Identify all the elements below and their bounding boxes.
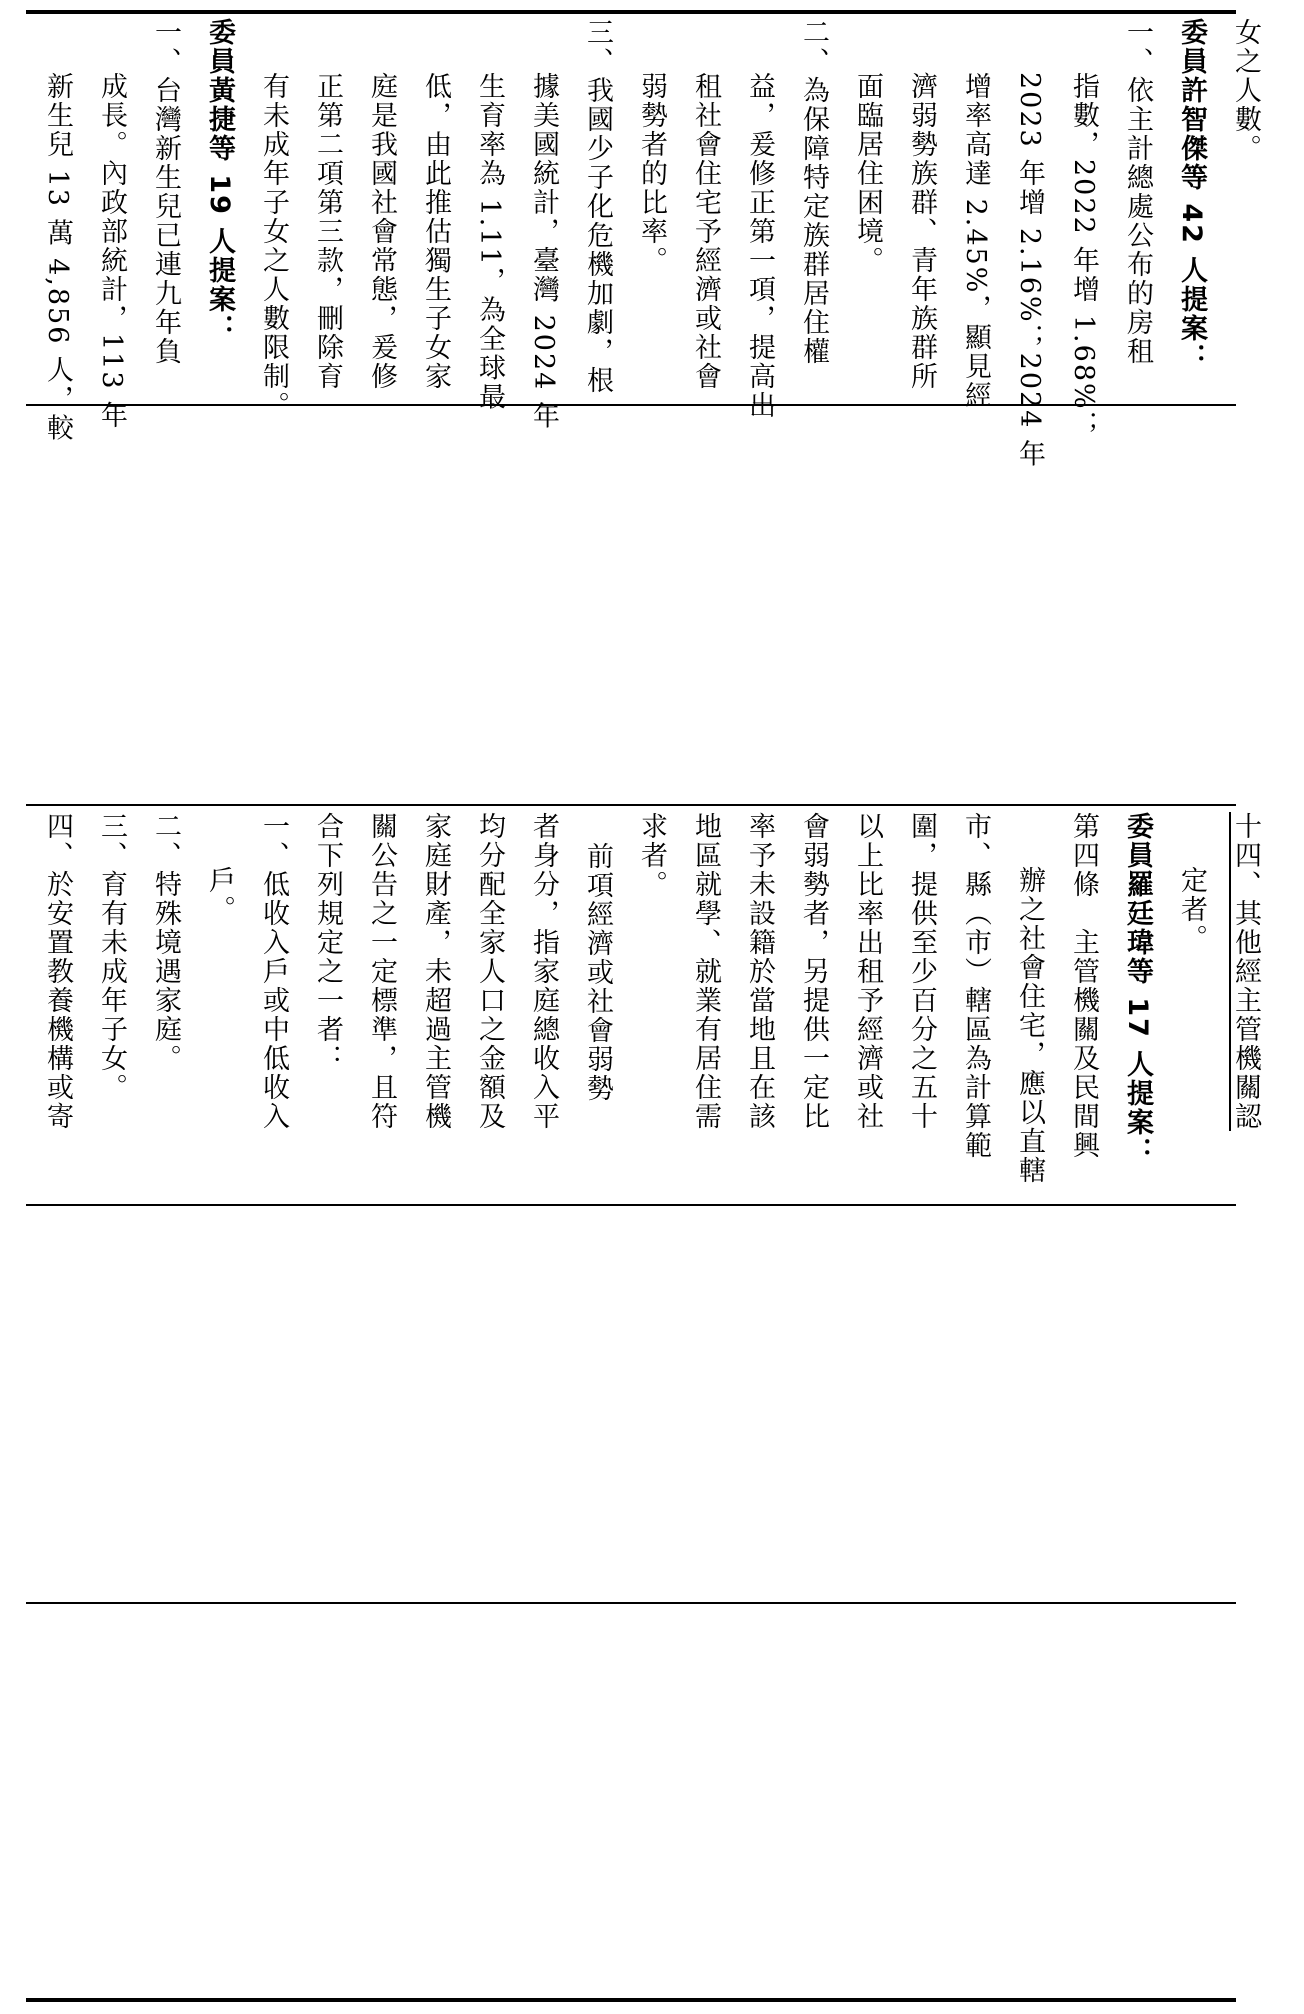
list-item-line: 三、育有未成年子女。 [96, 812, 127, 1102]
upper-text-block [30, 18, 1261, 469]
article-line: 第四條 主管機關及民間興 [1068, 812, 1099, 1160]
middle-text-block [30, 812, 1261, 1200]
upper-vertical-text [30, 18, 1276, 469]
text-line: 定者。 [1176, 866, 1207, 953]
text-line: 益，爰修正第一項，提高出 [744, 72, 775, 420]
text-line: 女之人數。 [1230, 18, 1261, 163]
text-line: 據美國統計，臺灣 2024 年 [528, 72, 559, 431]
bottom-rule [26, 1998, 1236, 2002]
middle-vertical-text [30, 812, 1276, 1200]
lower-divider-rule [26, 1602, 1236, 1604]
text-line: 會弱勢者，另提供一定比 [798, 812, 829, 1131]
text-line: 面臨居住困境。 [852, 72, 883, 275]
text-line: 正第二項第三款，刪除育 [312, 72, 343, 391]
text-line: 市、縣（市）轄區為計算範 [960, 812, 991, 1160]
text-line: 一、台灣新生兒已連九年負 [150, 18, 181, 366]
text-line: 以上比率出租予經濟或社 [852, 812, 883, 1131]
text-line: 地區就學、就業有居住需 [690, 812, 721, 1131]
list-item-line: 二、特殊境遇家庭。 [150, 812, 181, 1073]
text-line: 家庭財產，未超過主管機 [420, 812, 451, 1131]
text-line: 生育率為 1.11，為全球最 [474, 72, 505, 412]
text-line: 辦之社會住宅，應以直轄 [1014, 866, 1045, 1185]
text-line: 戶。 [204, 866, 235, 924]
text-line: 新生兒 13 萬 4,856 人，較 [42, 72, 73, 443]
text-line: 求者。 [636, 812, 667, 899]
text-line: 成長。內政部統計，113 年 [96, 72, 127, 431]
text-line: 有未成年子女之人數限制。 [258, 72, 289, 420]
list-item-line: 四、於安置教養機構或寄 [42, 812, 73, 1131]
text-line: 低，由此推估獨生子女家 [420, 72, 451, 391]
text-line: 一、依主計總處公布的房租 [1122, 18, 1153, 366]
middle-top-rule [26, 804, 1236, 806]
text-line: 率予未設籍於當地且在該 [744, 812, 775, 1131]
text-line: 指數，2022 年增 1.68%； [1068, 72, 1099, 440]
proposer-heading: 委員黃捷等 19 人提案： [204, 18, 235, 344]
text-line: 圍，提供至少百分之五十 [906, 812, 937, 1131]
text-line: 增率高達 2.45%，顯見經 [960, 72, 991, 411]
text-line: 十四、其他經主管機關認 [1230, 812, 1261, 1131]
proposer-heading: 委員許智傑等 42 人提案： [1176, 18, 1207, 373]
text-line: 者身分，指家庭總收入平 [528, 812, 559, 1131]
text-line: 三、我國少子化危機加劇，根 [582, 18, 613, 395]
text-line: 合下列規定之一者： [312, 812, 343, 1073]
text-line: 均分配全家人口之金額及 [474, 812, 505, 1131]
text-line: 濟弱勢族群、青年族群所 [906, 72, 937, 391]
proposer-heading: 委員羅廷瑋等 17 人提案： [1122, 812, 1153, 1167]
text-line: 關公告之一定標準，且符 [366, 812, 397, 1131]
text-line: 二、為保障特定族群居住權 [798, 18, 829, 366]
top-rule [26, 10, 1236, 14]
paragraph-start-line: 前項經濟或社會弱勢 [582, 842, 613, 1103]
text-line: 弱勢者的比率。 [636, 72, 667, 275]
text-line: 庭是我國社會常態，爰修 [366, 72, 397, 391]
text-line: 租社會住宅予經濟或社會 [690, 72, 721, 391]
middle-bottom-rule [26, 1204, 1236, 1206]
list-item-line: 一、低收入戶或中低收入 [258, 812, 289, 1131]
text-line: 2023 年增 2.16%；2024 年 [1014, 72, 1045, 469]
